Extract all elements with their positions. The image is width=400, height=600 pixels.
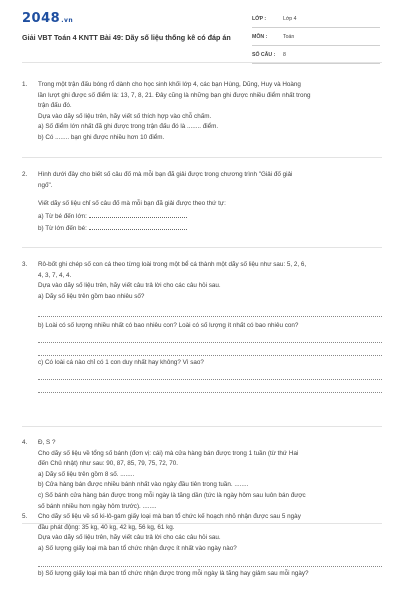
question-line: Dựa vào dãy số liệu trên, hãy viết câu trả lời cho các câu hỏi sau. [38,282,221,290]
answer-line[interactable] [38,382,382,393]
question-line: số bánh nhiều hơn ngày hôm trước). ........ [38,502,157,510]
question-line: c) Số bánh cửa hàng bán được trong mỗi ngày là tăng dần (tức là ngày hôm sau luôn bán được [38,491,306,499]
worksheet-header [0,0,400,58]
question-line: Đ, S ? [38,439,56,446]
question-line: ngố". [38,181,53,189]
question-line: Viết dãy số liệu chỉ số câu đố mà mỗi bạn đã giải được theo thứ tự: [38,200,226,208]
answer-line[interactable] [38,556,382,567]
question-line: b) Cửa hàng bán được nhiều bánh nhất vào ngày đầu tiên trong tuần. ........ [38,481,249,489]
question-line: đến Chủ nhật) như sau: 90, 87, 85, 79, 75, 72, 70. [38,460,179,468]
answer-a [38,210,382,223]
question-body [38,80,382,144]
question-line: Dựa vào dãy số liệu trên, hãy viết câu trả lời cho các câu hỏi sau. [38,534,221,542]
answer-line[interactable] [38,332,382,343]
question-body [38,438,382,512]
answer-b [38,222,382,235]
question-number: 4. [22,439,28,446]
answer-line[interactable] [38,345,382,356]
meta-label: MÔN : [252,34,268,40]
answer-line[interactable] [38,369,382,380]
question-line: b) Có ........ bạn ghi được nhiều hơn 10 điểm. [38,133,165,141]
question-line: b) Loài có số lượng nhiều nhất có bao nhiêu con? Loài có số lượng ít nhất có bao nhiêu con? [38,322,299,330]
question-line: 4, 3, 7, 4, 4. [38,271,72,279]
meta-row-subject [252,31,380,46]
meta-value: 8 [283,52,286,58]
divider [22,247,382,248]
meta-value: Toán [283,34,295,40]
question-line: Cho dãy số liệu về tổng số bánh (đơn vị: cái) mà cửa hàng bán được trong 1 tuần (từ thứ Hai [38,449,299,457]
answer-line[interactable] [38,306,382,317]
question-body [38,260,382,395]
question-number: 1. [22,81,28,88]
question-line: lần lượt ghi được số điểm là: 13, 7, 8, 21. Đây cũng là những bạn ghi được nhiều điểm nhất trong [38,91,311,99]
meta-row-class [252,13,380,28]
question-line: trận đấu đó. [38,102,72,110]
question-line: a) Dãy số liệu trên gồm 8 số. ........ [38,470,135,478]
logo-text: 2048 [22,11,61,26]
question-body [38,512,382,580]
question-line [38,191,382,199]
answer-blank[interactable] [89,210,187,218]
question-line: Hình dưới đây cho biết số câu đố mà mỗi bạn đã giải được trong chương trình "Giải đố giải [38,171,293,178]
question-line: Cho dãy số liệu về số ki-lô-gam giấy loại mà ban tổ chức kế hoạch nhỏ nhận được sau 5 ngày [38,513,301,520]
answer-a-label: a) Từ bé đến lớn: [38,212,87,220]
question-line: Dựa vào dãy số liệu trên, hãy viết số thích hợp vào chỗ chấm. [38,112,212,120]
divider [22,62,382,63]
question-line: c) Có loài cá nào chỉ có 1 con duy nhất hay không? Vì sao? [38,358,204,366]
divider [22,426,382,427]
meta-box [252,13,380,67]
question-body [38,170,382,235]
question-line: a) Số điểm lớn nhất đã ghi được trong trận đấu đó là ........ điểm. [38,123,219,131]
question-line: b) Số lượng giấy loại mà ban tổ chức nhận được trong mỗi ngày là tăng hay giảm sau mỗi ngày? [38,570,309,578]
question-number: 2. [22,171,28,178]
question-number: 3. [22,261,28,268]
answer-blank[interactable] [89,222,187,230]
question-line: Rô-bốt ghi chép số con cá theo từng loài trong một bể cá thành một dãy số liệu như sau: 5, 2, 6, [38,261,307,268]
meta-label: SỐ CÂU : [252,52,276,58]
meta-label: LỚP : [252,16,267,22]
meta-value: Lớp 4 [283,16,297,22]
answer-b-label: b) Từ lớn đến bé: [38,225,87,233]
question-line: đầu phát động: 35 kg, 40 kg, 42 kg, 56 kg, 61 kg. [38,523,175,531]
site-logo[interactable] [22,11,73,26]
logo-suffix: .vn [61,17,74,24]
question-number: 5. [22,513,28,520]
question-line: a) Số lượng giấy loại mà ban tổ chức nhận được ít nhất vào ngày nào? [38,544,237,552]
question-line: Trong một trận đấu bóng rổ dành cho học sinh khối lớp 4, các bạn Hùng, Dũng, Huy và Hoàng [38,81,301,88]
divider [22,157,382,158]
page-title: Giải VBT Toán 4 KNTT Bài 49: Dãy số liệu thống kê có đáp án [22,33,231,42]
question-line: a) Dãy số liệu trên gồm bao nhiêu số? [38,292,145,300]
